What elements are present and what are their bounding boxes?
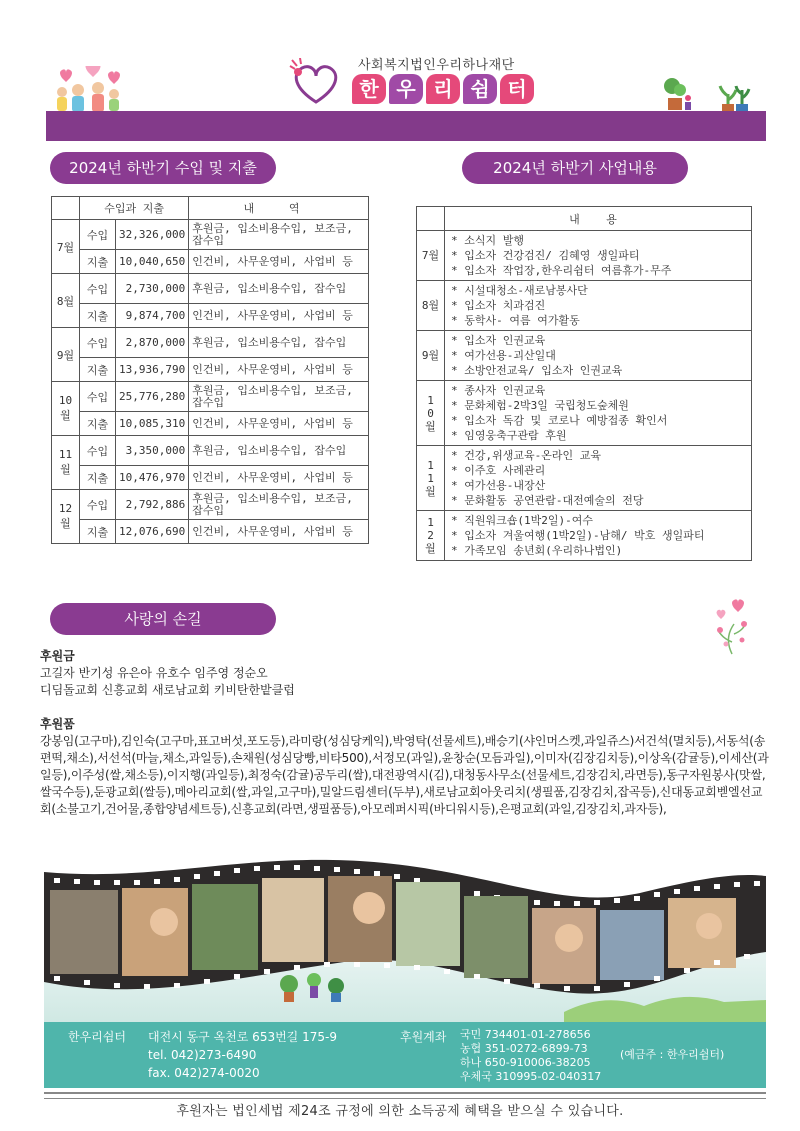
- activity-item: * 입소자 건강검진/ 김혜영 생일파티: [451, 248, 745, 263]
- shelter-logo-title: [352, 74, 534, 104]
- description-cell: 후원금, 입소비용수입, 보조금, 잡수입: [189, 220, 369, 250]
- activity-item: * 입소자 독감 및 코로나 예방접종 확인서: [451, 413, 745, 428]
- foundation-name: 사회복지법인우리하나재단: [358, 58, 515, 73]
- type-cell: 지출: [80, 412, 116, 436]
- table-header-corner: [52, 197, 80, 220]
- type-cell: 지출: [80, 466, 116, 490]
- amount-cell: 13,936,790: [116, 358, 189, 382]
- logo-char: 터: [500, 74, 534, 104]
- shelter-name: 한우리쉼터: [68, 1030, 126, 1044]
- header-band: [46, 111, 766, 141]
- income-expense-body: [52, 220, 369, 544]
- table-row: [417, 331, 752, 381]
- goods-donors-list: 강봉임(고구마),김인숙(고구마,표고버섯,포도등),라미랑(성심당케익),박영탁(선물세트),배승기(샤인머스켓,과일쥬스)서건석(멸치등),서동석(송편떡,채소),서선석(마늘,채소,과일등),손채원(성심당빵,비타500),서정모(과일),윤창순(모듬과일),이미자(김장김치등),이상옥(감귤등),이세산(과일등),이주성(쌀,채소등),이지행(과일등),최정숙(감귤)공두리(쌀),대전광역시(김),대청동사무소(선물세트,김장김치,라면등),동구자원봉사(맛쌀,쌀국수등),둔광교회(쌀등),메아리교회(쌀,과일,고구마),밀알드림센터(두부),새로남교회아웃리치(생필품,김장김치,잡곡등),신대동교회벧엘선교회(소불고기,건어물,종합양념세트등),신흥교회(라면,생필품등),아모레퍼시픽(바디워시등),은평교회(과일,김장김치,과자등),: [40, 734, 769, 816]
- table-row: [52, 412, 369, 436]
- amount-cell: 10,040,650: [116, 250, 189, 274]
- description-cell: 인건비, 사무운영비, 사업비 등: [189, 304, 369, 328]
- type-cell: 지출: [80, 250, 116, 274]
- account-number: 농협 351-0272-6899-73: [460, 1042, 588, 1055]
- tel-text: tel. 042)273-6490: [148, 1048, 257, 1062]
- activities-cell: [445, 446, 752, 511]
- finance-section-title: 2024년 하반기 수입 및 지출: [50, 152, 276, 184]
- logo-char: 우: [389, 74, 423, 104]
- love-section-title: 사랑의 손길: [50, 603, 276, 635]
- amount-cell: 25,776,280: [116, 382, 189, 412]
- month-cell: 8월: [417, 281, 445, 331]
- description-cell: 인건비, 사무운영비, 사업비 등: [189, 358, 369, 382]
- amount-cell: 9,874,700: [116, 304, 189, 328]
- activity-item: * 문화활동 공연관람-대전예술의 전당: [451, 493, 745, 508]
- footer-divider: [44, 1092, 766, 1099]
- money-donors-heading: 후원금: [40, 649, 75, 663]
- activities-cell: [445, 331, 752, 381]
- month-cell: 9월: [52, 328, 80, 382]
- donation-account-label: 후원계좌: [400, 1030, 447, 1044]
- month-cell: 10월: [52, 382, 80, 436]
- table-row: [52, 220, 369, 250]
- table-header-row: [417, 207, 752, 231]
- activity-item: * 임영웅축구관람 후원: [451, 428, 745, 443]
- table-header-corner: [417, 207, 445, 231]
- table-header-cell: 수입과 지출: [80, 197, 189, 220]
- activities-cell: [445, 231, 752, 281]
- activity-item: * 직원워크숍(1박2일)-여수: [451, 513, 745, 528]
- logo-char: 한: [352, 74, 386, 104]
- activity-item: * 동학사- 여름 여가활동: [451, 313, 745, 328]
- money-donors-individuals: 고길자 반기성 유은아 유호수 임주영 정순오: [40, 666, 268, 680]
- photo-filmstrip: [44, 852, 766, 1024]
- activity-item: * 소방안전교육/ 입소자 인권교육: [451, 363, 745, 378]
- description-cell: 후원금, 입소비용수입, 보조금, 잡수입: [189, 382, 369, 412]
- contact-footer: [44, 1022, 766, 1088]
- plant-pot-icon: [656, 76, 756, 112]
- month-cell: 7월: [417, 231, 445, 281]
- activity-item: * 입소자 작업장,한우리쉼터 여름휴가-무주: [451, 263, 745, 278]
- table-header-row: [52, 197, 369, 220]
- account-list: [460, 1028, 601, 1084]
- table-row: [417, 381, 752, 446]
- table-row: [52, 328, 369, 358]
- amount-cell: 10,085,310: [116, 412, 189, 436]
- table-row: [52, 304, 369, 328]
- fax-text: fax. 042)274-0020: [148, 1066, 260, 1080]
- page-header: [0, 0, 800, 145]
- business-content-body: [417, 231, 752, 561]
- activity-item: * 문화체험-2박3일 국립청도숲체원: [451, 398, 745, 413]
- type-cell: 수입: [80, 274, 116, 304]
- table-header-cell: 내 용: [445, 207, 752, 231]
- description-cell: 인건비, 사무운영비, 사업비 등: [189, 412, 369, 436]
- table-row: [417, 231, 752, 281]
- tax-deduction-note: 후원자는 법인세법 제24조 규정에 의한 소득공제 혜택을 받으실 수 있습니다.: [176, 1104, 624, 1119]
- table-row: [52, 358, 369, 382]
- description-cell: 후원금, 입소비용수입, 잡수입: [189, 274, 369, 304]
- type-cell: 수입: [80, 220, 116, 250]
- type-cell: 수입: [80, 382, 116, 412]
- amount-cell: 2,870,000: [116, 328, 189, 358]
- activity-item: * 여가선용-괴산일대: [451, 348, 745, 363]
- table-row: [417, 281, 752, 331]
- donors-section: [40, 648, 770, 818]
- activity-item: * 가족모임 송년회(우리하나법인): [451, 543, 745, 558]
- type-cell: 수입: [80, 490, 116, 520]
- type-cell: 지출: [80, 358, 116, 382]
- month-cell: 7월: [52, 220, 80, 274]
- account-number: 하나 650-910006-38205: [460, 1056, 591, 1069]
- account-number: 우체국 310995-02-040317: [460, 1070, 602, 1083]
- activity-item: * 소식지 발행: [451, 233, 745, 248]
- logo-char: 리: [426, 74, 460, 104]
- heart-logo-icon: [288, 58, 344, 108]
- table-header-cell: 내 역: [189, 197, 369, 220]
- type-cell: 수입: [80, 328, 116, 358]
- type-cell: 지출: [80, 520, 116, 544]
- description-cell: 후원금, 입소비용수입, 잡수입: [189, 436, 369, 466]
- goods-donors-heading: 후원품: [40, 717, 75, 731]
- table-row: [52, 250, 369, 274]
- activities-cell: [445, 511, 752, 561]
- activity-item: * 입소자 인권교육: [451, 333, 745, 348]
- description-cell: 인건비, 사무운영비, 사업비 등: [189, 520, 369, 544]
- amount-cell: 3,350,000: [116, 436, 189, 466]
- table-row: [52, 490, 369, 520]
- table-row: [52, 382, 369, 412]
- table-row: [52, 436, 369, 466]
- table-row: [417, 446, 752, 511]
- activity-item: * 입소자 치과검진: [451, 298, 745, 313]
- activity-item: * 입소자 겨울여행(1박2일)-남해/ 박호 생일파티: [451, 528, 745, 543]
- type-cell: 지출: [80, 304, 116, 328]
- contact-info: [148, 1028, 337, 1082]
- amount-cell: 12,076,690: [116, 520, 189, 544]
- description-cell: 후원금, 입소비용수입, 보조금, 잡수입: [189, 490, 369, 520]
- business-section-title: 2024년 하반기 사업내용: [462, 152, 688, 184]
- month-cell: 11월: [52, 436, 80, 490]
- income-expense-table: [51, 196, 369, 544]
- activity-item: * 건강,위생교육-온라인 교육: [451, 448, 745, 463]
- month-cell: 12월: [52, 490, 80, 544]
- description-cell: 인건비, 사무운영비, 사업비 등: [189, 250, 369, 274]
- description-cell: 후원금, 입소비용수입, 잡수입: [189, 328, 369, 358]
- description-cell: 인건비, 사무운영비, 사업비 등: [189, 466, 369, 490]
- table-row: [52, 274, 369, 304]
- activity-item: * 시설대청소-새로남봉사단: [451, 283, 745, 298]
- business-content-table: [416, 206, 752, 561]
- amount-cell: 32,326,000: [116, 220, 189, 250]
- month-cell: 1 1 월: [417, 446, 445, 511]
- month-cell: 8월: [52, 274, 80, 328]
- activity-item: * 여가선용-내장산: [451, 478, 745, 493]
- activities-cell: [445, 381, 752, 446]
- activity-item: * 이주호 사례관리: [451, 463, 745, 478]
- type-cell: 수입: [80, 436, 116, 466]
- money-donors-organizations: 디딤돌교회 신흥교회 새로남교회 키비탄한밭클럽: [40, 683, 295, 697]
- table-row: [52, 520, 369, 544]
- amount-cell: 2,730,000: [116, 274, 189, 304]
- activity-item: * 종사자 인권교육: [451, 383, 745, 398]
- amount-cell: 2,792,886: [116, 490, 189, 520]
- month-cell: 1 0 월: [417, 381, 445, 446]
- table-row: [417, 511, 752, 561]
- account-number: 국민 734401-01-278656: [460, 1028, 591, 1041]
- logo-char: 쉼: [463, 74, 497, 104]
- address-text: 대전시 동구 옥천로 653번길 175-9: [148, 1030, 337, 1044]
- month-cell: 9월: [417, 331, 445, 381]
- table-row: [52, 466, 369, 490]
- depositor-name: (예금주 : 한우리쉼터): [620, 1048, 725, 1061]
- activities-cell: [445, 281, 752, 331]
- month-cell: 1 2 월: [417, 511, 445, 561]
- amount-cell: 10,476,970: [116, 466, 189, 490]
- family-illustration-icon: [48, 66, 128, 116]
